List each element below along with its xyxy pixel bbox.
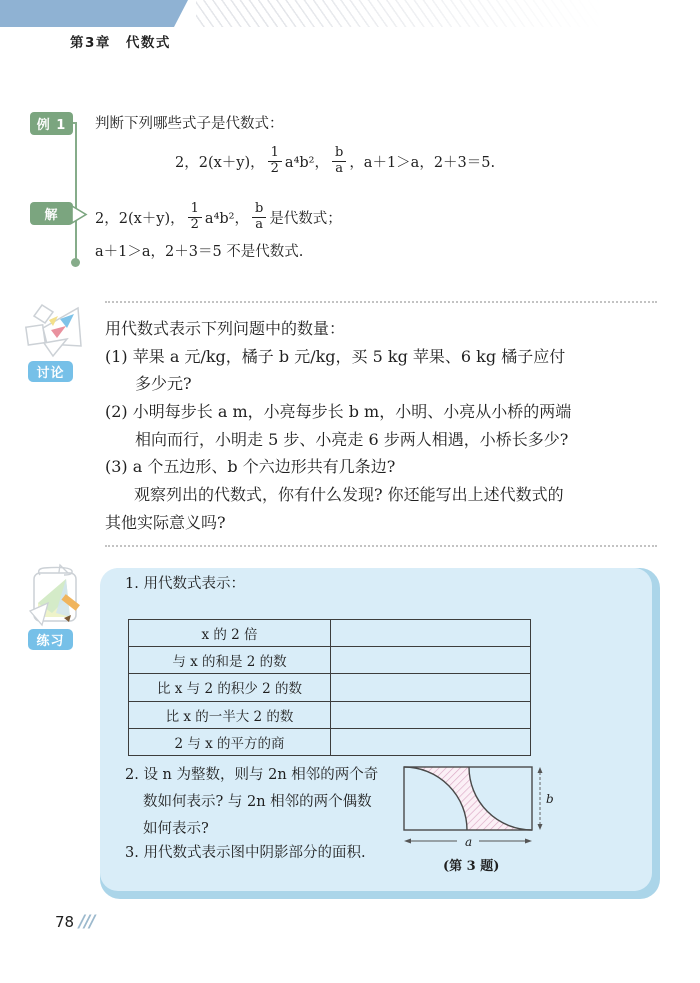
- table-row: [129, 728, 531, 755]
- discussion-megaphone-icon: [22, 299, 86, 359]
- fraction-b-over-a: $\frac{b}{a}$: [252, 202, 266, 233]
- page-number: 78 ///: [55, 912, 95, 932]
- practice-item-2-line: 数如何表示? 与 2n 相邻的两个偶数: [143, 794, 372, 811]
- dotted-separator-bottom: [105, 545, 657, 547]
- solution-line-1: 2，2(x＋y)， $\frac{1}{2}$ a⁴b²， $\frac{b}{a}$ 是代数式；: [95, 200, 342, 232]
- table-row: [129, 701, 531, 728]
- solution-badge: 解: [30, 202, 73, 225]
- table-cell-description: x 的 2 倍: [129, 620, 331, 647]
- dotted-separator-top: [105, 301, 657, 303]
- practice-item-2-line: 如何表示?: [143, 821, 209, 838]
- practice-table: [128, 619, 531, 756]
- b-label: b: [546, 792, 554, 806]
- table-cell-answer-blank: [331, 647, 531, 674]
- practice-item-3-label: 3. 用代数式表示图中阴影部分的面积.: [125, 845, 366, 861]
- example-rule-end-dot: [71, 258, 80, 267]
- table-cell-answer-blank: [331, 701, 531, 728]
- discussion-badge: 讨论: [28, 361, 73, 382]
- header-color-bar: [0, 0, 188, 27]
- practice-item-2: [125, 762, 378, 844]
- example-expressions: 2，2(x＋y)， $\frac{1}{2}$ a⁴b²， $\frac{b}{a}$ ，a＋1＞a，2＋3＝5.: [175, 144, 496, 176]
- table-row: [129, 674, 531, 701]
- table-cell-description: 比 x 的一半大 2 的数: [129, 701, 331, 728]
- fraction-one-half: $\frac{1}{2}$: [268, 146, 282, 177]
- solution-badge-arrow-icon: [71, 203, 89, 226]
- discussion-text: [105, 315, 665, 537]
- discussion-line: 观察列出的代数式，你有什么发现? 你还能写出上述代数式的: [134, 485, 564, 505]
- table-row: [129, 620, 531, 647]
- practice-badge: 练习: [28, 629, 73, 650]
- page-number-slashes: ///: [78, 912, 95, 932]
- table-cell-answer-blank: [331, 728, 531, 755]
- discussion-line: 用代数式表示下列问题中的数量：: [105, 319, 346, 338]
- practice-box-shadow: [100, 568, 660, 899]
- chapter-title: 第3章 代数式: [70, 35, 171, 51]
- practice-item-1-label: 1. 用代数式表示：: [125, 576, 245, 592]
- fraction-one-half: $\frac{1}{2}$: [188, 202, 202, 233]
- discussion-line: 相向而行，小明走 5 步、小亮走 6 步两人相遇，小桥长多少?: [135, 429, 569, 449]
- figure-caption: (第 3 题): [443, 859, 500, 874]
- table-cell-description: 比 x 与 2 的积少 2 的数: [129, 674, 331, 701]
- header-hatch-pattern: [196, 0, 626, 27]
- practice-clipboard-icon: [22, 563, 90, 631]
- fraction-b-over-a: $\frac{b}{a}$: [332, 146, 346, 177]
- table-cell-answer-blank: [331, 674, 531, 701]
- example-badge: 例 1: [30, 112, 73, 135]
- discussion-line: 其他实际意义吗?: [105, 512, 226, 532]
- question-3-figure: [403, 761, 563, 853]
- table-row: [129, 647, 531, 674]
- a-label: a: [465, 835, 473, 849]
- table-cell-answer-blank: [331, 620, 531, 647]
- practice-box: [100, 568, 652, 891]
- example-rule-line: [75, 124, 77, 260]
- discussion-line: (1) 苹果 a 元/kg，橘子 b 元/kg，买 5 kg 苹果、6 kg 橘子应付: [105, 346, 566, 366]
- table-cell-description: 与 x 的和是 2 的数: [129, 647, 331, 674]
- example-prompt: 判断下列哪些式子是代数式：: [95, 116, 284, 132]
- discussion-line: (3) a 个五边形、b 个六边形共有几条边?: [105, 457, 396, 477]
- discussion-line: 多少元?: [135, 374, 192, 394]
- table-cell-description: 2 与 x 的平方的商: [129, 728, 331, 755]
- solution-line-2: a＋1＞a，2＋3＝5 不是代数式.: [95, 244, 304, 260]
- shaded-region: [404, 767, 532, 830]
- discussion-line: (2) 小明每步长 a m，小亮每步长 b m，小明、小亮从小桥的两端: [105, 402, 572, 422]
- practice-item-2-line: 2. 设 n 为整数，则与 2n 相邻的两个奇: [125, 767, 379, 783]
